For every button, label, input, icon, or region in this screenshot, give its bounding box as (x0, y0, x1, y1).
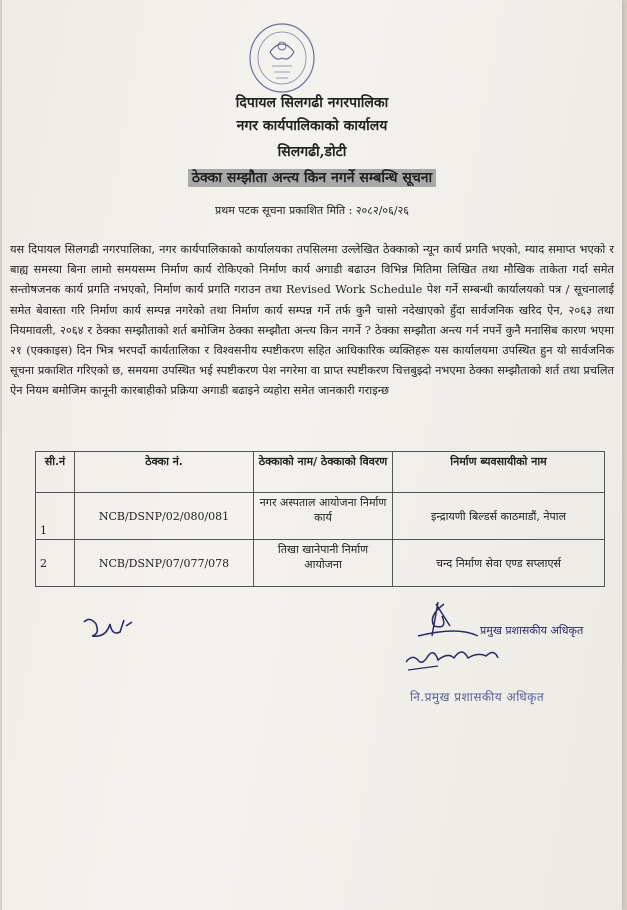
table-row (36, 540, 605, 587)
office-name: नगर कार्यपालिकाको कार्यालय (236, 118, 388, 134)
notice-paper (2, 0, 622, 910)
table-header-cell: ठेक्काको नाम/ ठेक्काको विवरण (254, 452, 393, 493)
notice-body: यस दिपायल सिलगढी नगरपालिका, नगर कार्यपालिकाको कार्यालयका तपसिलमा उल्लेखित ठेक्काको न्यून कार्य प्रगति भएको, म्याद समाप्त भएको र बाह्य समस्या बिना लामो समयसम्म निर्माण कार्य रोकिएको निर्माण कार्य अगाडी बढाउन विभिन्न मितिमा लिखित तथा मौखिक ताकेता गर्दा समेत सन्तोषजनक कार्य प्रगति नभएको, निर्माण कार्य प्रगति गराउन तथा Revised Work Schedule पेश गर्ने सम्बन्धी कार्यालयको पत्र / सूचनालाई समेत बेवास्ता गरि निर्माण कार्य सम्पन्न नगरेको तथा निर्माण कार्य सम्पन्न गर्ने तर्फ कुनै चासो नदेखाएको हुँदा सार्वजनिक खरिद ऐन, २०६३ तथा नियमावली, २०६४ र ठेक्का सम्झौताको शर्त बमोजिम ठेक्का सम्झौता अन्त्य किन नगर्ने ? ठेक्का सम्झौता अन्त्य गर्न नपर्ने कुनै मनासिब कारण भएमा २१ (एक्काइस) दिन भित्र भरपर्दो कार्यतालिका र विश्वसनीय स्पष्टीकरण सहित आधिकारिक व्यक्तिहरू यस कार्यालयमा उपस्थित हुन यो सार्वजनिक सूचना प्रकाशित गरिएको छ, समयमा उपस्थित भई स्पष्टीकरण पेश नगरेमा वा प्राप्त स्पष्टीकरण चित्तबुझ्दो नभएमा ठेक्का सम्झौताको शर्त तथा प्रचलित ऐन नियम बमोजिम कानूनी कारबाहीको प्रक्रिया अगाडी बढाइने व्यहोरा समेत जानकारी गराइन्छ (10, 243, 614, 398)
notice-subject (2, 168, 622, 187)
signatory-title: प्रमुख प्रशासकीय अधिकृत (480, 624, 584, 637)
table-row (36, 493, 605, 540)
notice-subject-text: ठेक्का सम्झौता अन्त्य किन नगर्ने सम्बन्धि सूचना (188, 169, 436, 187)
table-header-cell: निर्माण ब्यवसायीको नाम (393, 452, 605, 493)
row-sn: 1 (36, 493, 75, 540)
officer-stamp: नि.प्रमुख प्रशासकीय अधिकृत (410, 690, 545, 704)
initial-signature-icon (80, 612, 140, 646)
row-contract-name: तिखा खानेपानी निर्माण आयोजना (254, 540, 393, 587)
row-contractor: चन्द निर्माण सेवा एण्ड सप्लाएर्स (393, 540, 605, 587)
row-contract-name: नगर अस्पताल आयोजना निर्माण कार्य (254, 493, 393, 540)
office-address: सिलगढी,डोटी (277, 144, 347, 160)
contract-table (35, 451, 605, 587)
publication-date: प्रथम पटक सूचना प्रकाशित मिति : २०८२/०६/२६ (214, 204, 410, 217)
row-contract-no: NCB/DSNP/07/077/078 (75, 540, 254, 587)
row-sn: 2 (36, 540, 75, 587)
table-header-cell: सी.नं (36, 452, 75, 493)
table-header-cell: ठेक्का नं. (75, 452, 254, 493)
row-contractor: इन्द्रायणी बिल्डर्स काठमाडौं, नेपाल (393, 493, 605, 540)
table-header-row (36, 452, 605, 493)
officer-signature-icon (398, 596, 518, 680)
municipality-name: दिपायल सिलगढी नगरपालिका (235, 95, 389, 111)
municipality-seal-icon (242, 18, 322, 100)
row-contract-no: NCB/DSNP/02/080/081 (75, 493, 254, 540)
